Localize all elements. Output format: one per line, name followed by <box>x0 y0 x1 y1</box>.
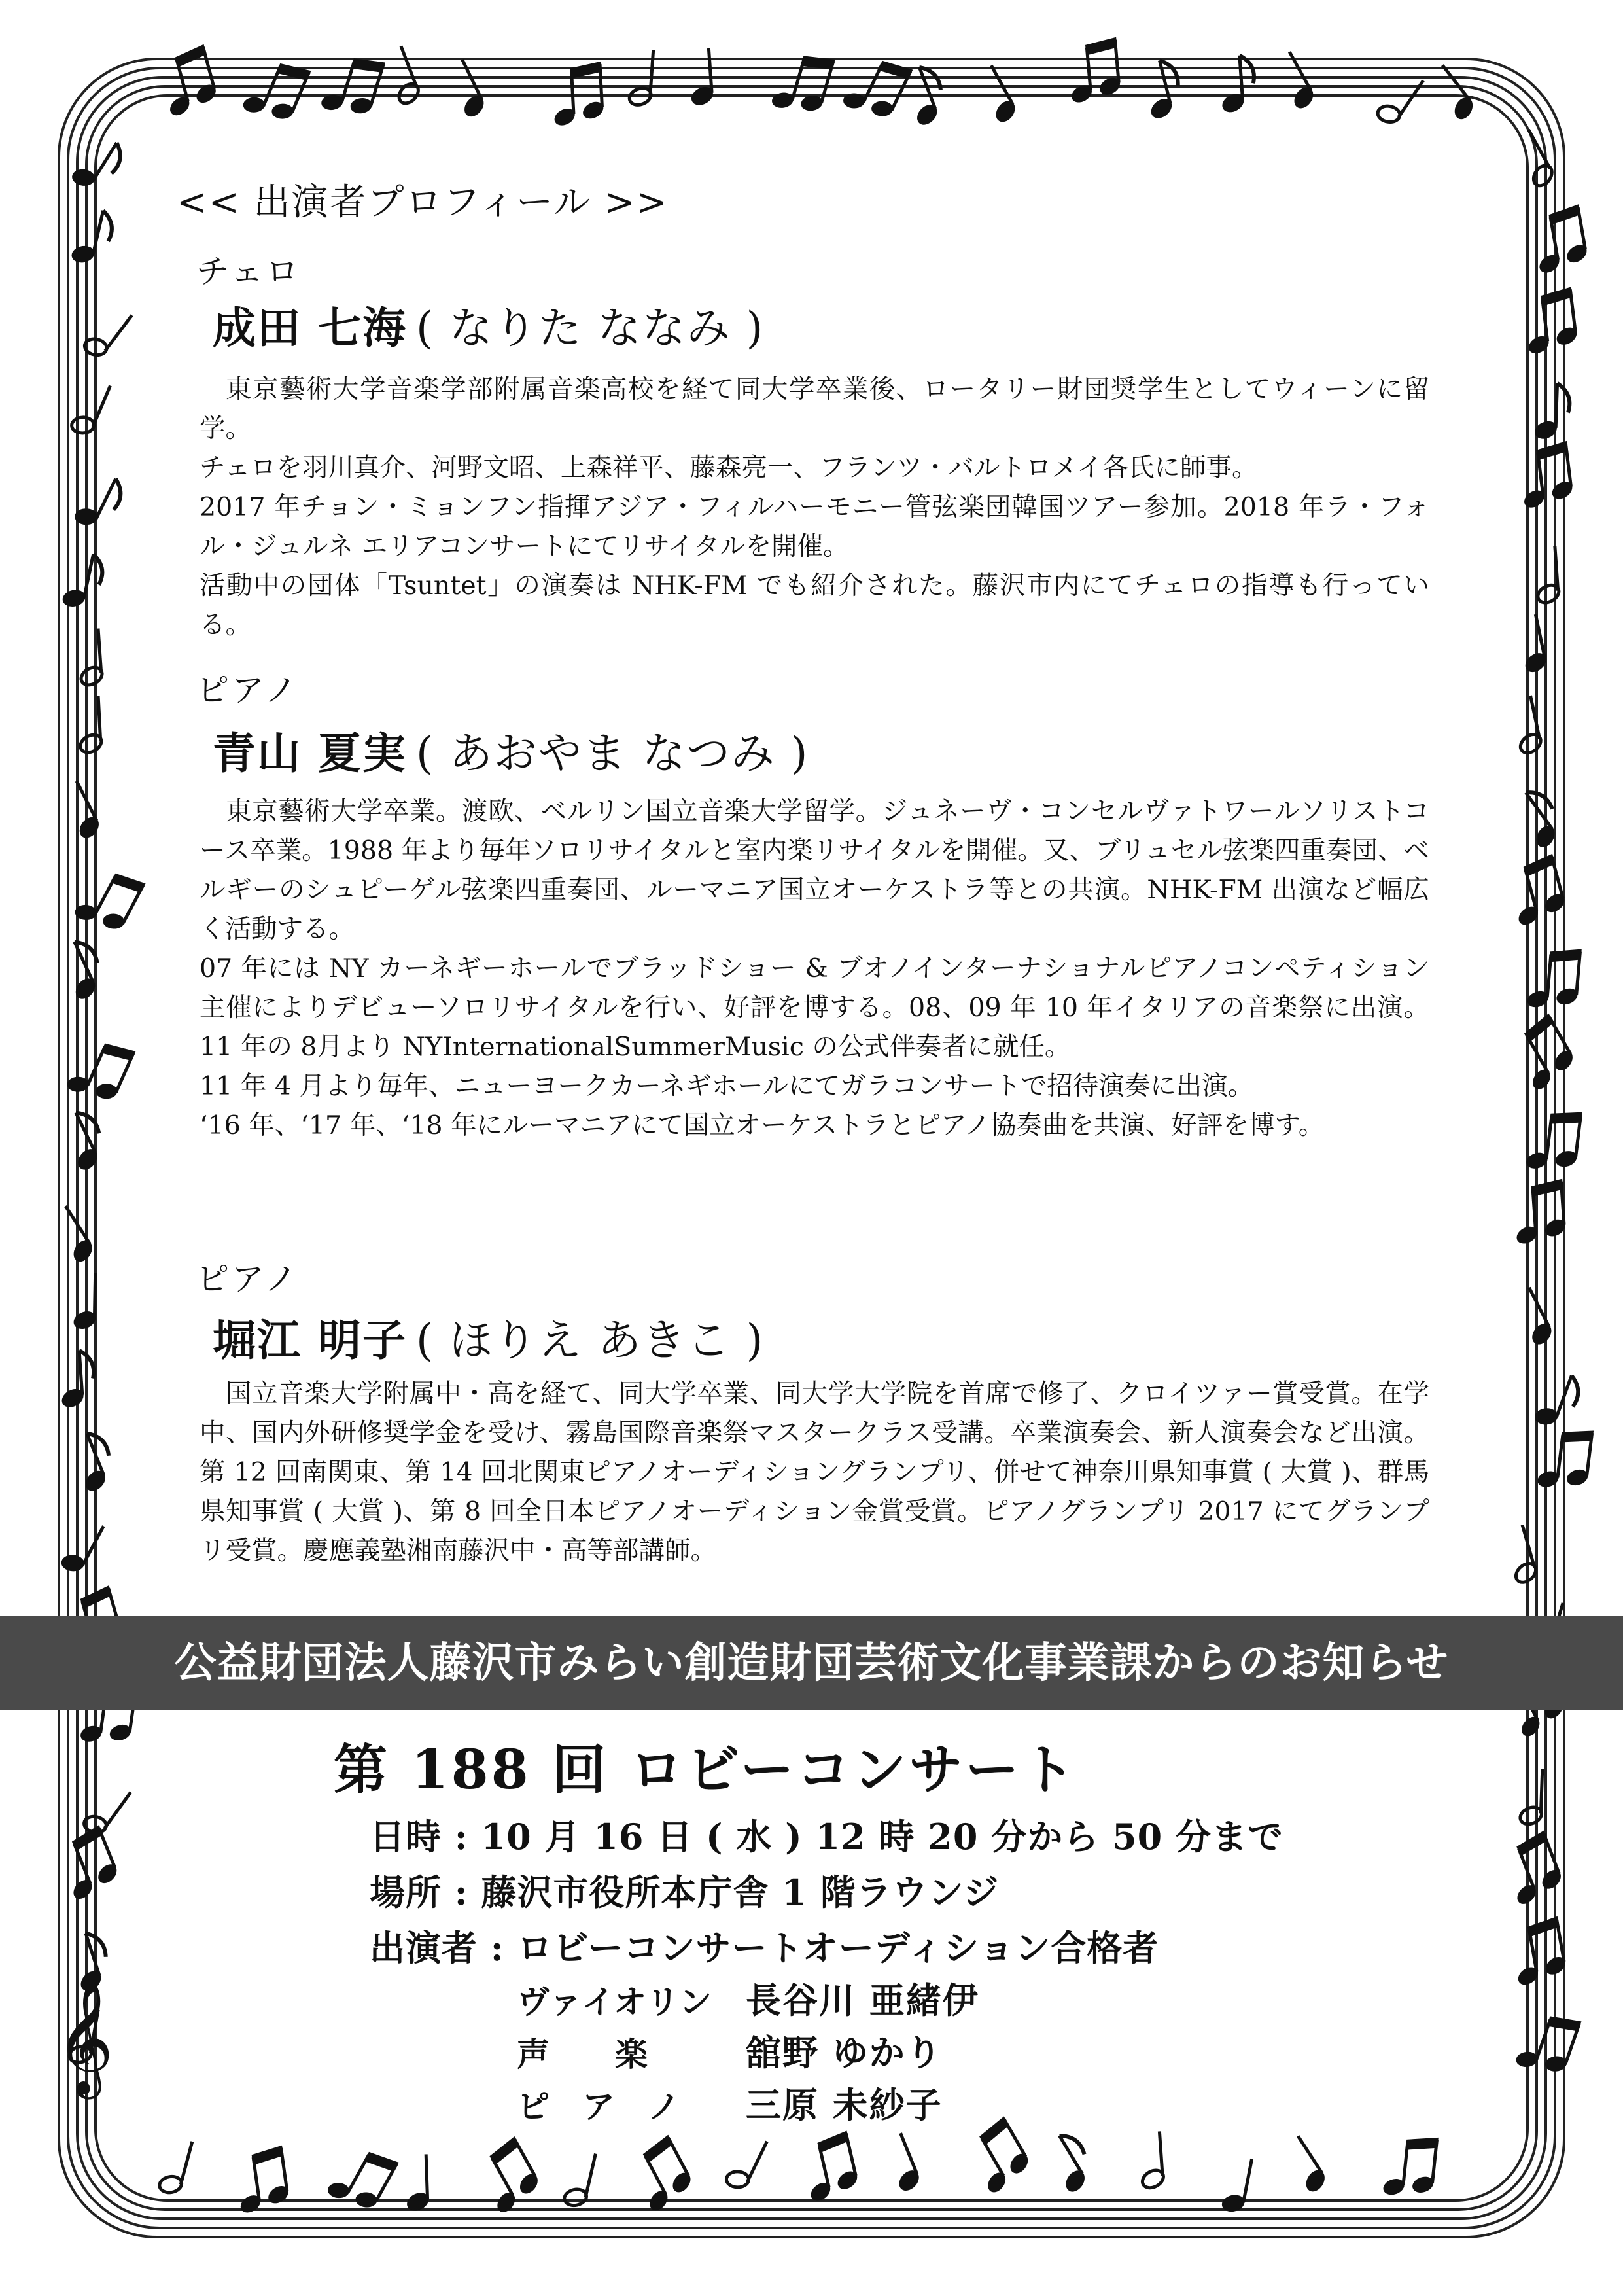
bio-paragraph: チェロを羽川真介、河野文昭、上森祥平、藤森亮一、フランツ・バルトロメイ各氏に師事。 <box>200 453 1258 483</box>
performer-2-name <box>213 718 809 781</box>
lineup-role-violin: ヴァイオリン <box>517 1983 712 2021</box>
music-note-icon <box>796 2130 863 2206</box>
music-note-icon <box>67 205 116 271</box>
treble-clef-icon: 𝄞 <box>56 1981 114 2094</box>
profile-heading: << 出演者プロフィール >> <box>177 181 669 224</box>
performer-2-instrument: ピアノ <box>196 671 300 709</box>
concert-title: 第 188 回 ロビーコンサート <box>334 1739 1078 1801</box>
music-note-icon <box>56 779 106 844</box>
music-note-icon <box>55 1107 113 1176</box>
music-note-icon <box>879 2132 926 2197</box>
performer-3-name <box>213 1305 764 1368</box>
music-note-icon <box>1520 287 1581 357</box>
lineup-name-violin: 長谷川 亜緒伊 <box>746 1979 979 2021</box>
music-note-icon <box>69 859 147 942</box>
bio-paragraph: 2017 年チョン・ミョンフン指揮アジア・フィルハーモニー管弦楽団韓国ツアー参加。2018 年ラ・フォル・ジュルネ エリアコンサートにてリサイタルを開催。 <box>200 492 1429 561</box>
music-note-icon <box>56 1515 107 1580</box>
music-note-icon <box>1507 785 1571 854</box>
music-note-icon <box>75 696 105 756</box>
lineup-name-vocal: 舘野 ゆかり <box>746 2032 943 2074</box>
performer-2-name-text: 青山 夏実 <box>213 728 407 779</box>
music-note-icon <box>767 45 837 122</box>
performer-3-instrument: ピアノ <box>196 1260 300 1298</box>
music-note-icon <box>58 549 106 614</box>
lineup-role-vocal: 声 楽 <box>517 2035 648 2074</box>
music-note-icon <box>1380 2132 1440 2202</box>
music-note-icon <box>231 2145 293 2216</box>
music-note-icon <box>403 2154 432 2214</box>
performer-3-bio <box>200 1374 1429 1570</box>
music-note-icon <box>65 1428 121 1496</box>
concert-datetime: 日時 : 10 月 16 日 ( 水 ) 12 時 20 分から 50 分まで <box>370 1816 1283 1858</box>
bio-paragraph: 07 年には NY カーネギーホールでブラッドショー & ブオノインターナショナルピアノコンペティション主催によりデビューソロリサイタルを行い、好評を博する。08、09 年 10 年イタリアの音楽祭に出演。11 年の 8月より NYInternationalSummerMusic の公式伴奏者に就任。 <box>200 953 1429 1062</box>
bio-paragraph: 東京藝術大学音楽学部附属音楽高校を経て同大学卒業後、ロータリー財団奨学生としてウィーンに留学。 <box>200 374 1429 444</box>
lineup-role-piano: ピ ア ノ <box>517 2087 680 2126</box>
performer-3-name-text: 堀江 明子 <box>213 1315 407 1366</box>
music-note-icon <box>1136 2131 1167 2192</box>
music-note-icon <box>720 2131 770 2196</box>
music-note-icon <box>1504 1012 1583 1095</box>
performer-1-instrument: チェロ <box>196 253 302 291</box>
performer-1-name-text: 成田 七海 <box>213 302 407 353</box>
bio-paragraph: ‘16 年、‘17 年、‘18 年にルーマニアにて国立オーケストラとピアノ協奏曲を共演、好評を博す。 <box>200 1110 1325 1140</box>
music-note-icon <box>54 936 111 1005</box>
performer-2-bio <box>200 792 1429 1145</box>
music-note-icon <box>51 1824 125 1904</box>
music-note-icon <box>154 2136 196 2200</box>
music-note-icon <box>1039 2129 1101 2199</box>
bio-paragraph: 11 年 4 月より毎年、ニューヨークカーネギホールにてガラコンサートで招待演奏に出演。 <box>200 1071 1254 1101</box>
music-note-icon <box>323 2138 401 2220</box>
performer-1-bio <box>200 370 1429 645</box>
bio-paragraph: 活動中の団体「Tsuntet」の演奏は NHK-FM でも紹介された。藤沢市内にてチェロの指導も行っている。 <box>200 571 1429 640</box>
music-note-icon <box>75 628 106 689</box>
music-note-icon <box>154 44 222 120</box>
bio-paragraph: 東京藝術大学卒業。渡欧、ベルリン国立音楽大学留学。ジュネーヴ・コンセルヴァトワールソリストコース卒業。1988 年より毎年ソロリサイタルと室内楽リサイタルを開催。又、ブリュセル弦楽四重奏団、ベルギーのシュピーゲル弦楽四重奏団、ルーマニア国立オーケストラ等との共演。NHK-FM 出演など幅広く活動する。 <box>200 796 1429 944</box>
music-note-icon <box>469 2136 548 2218</box>
music-note-icon <box>1495 1829 1569 1909</box>
music-note-icon <box>1517 1768 1546 1828</box>
concert-performers-label: 出演者 : ロビーコンサートオーディション合格者 <box>370 1927 1159 1969</box>
music-note-icon <box>62 1030 137 1111</box>
concert-venue: 場所 : 藤沢市役所本庁舎 1 階ラウンジ <box>370 1871 1000 1913</box>
music-note-icon <box>66 377 114 442</box>
music-note-icon <box>1510 1178 1569 1246</box>
announcement-banner: 公益財団法人藤沢市みらい創造財団芸術文化事業課からのお知らせ <box>0 1616 1623 1710</box>
performer-1-reading: ( なりた ななみ ) <box>415 303 765 353</box>
performer-3-reading: ( ほりえ あきこ ) <box>415 1315 765 1366</box>
music-note-icon <box>1278 2134 1333 2199</box>
music-note-icon <box>1512 2005 1584 2083</box>
performer-1-name <box>213 293 764 355</box>
music-note-icon <box>959 2115 1038 2199</box>
music-note-icon <box>1218 2155 1255 2217</box>
lineup-name-piano: 三原 未紗子 <box>746 2084 943 2126</box>
music-note-icon <box>1507 1916 1571 1989</box>
bio-paragraph: 国立音楽大学附属中・高を経て、同大学卒業、同大学大学院を首席で修了、クロイツァー賞受賞。在学中、国内外研修奨学金を受け、霧島国際音楽祭マスタークラス受講。卒業演奏会、新人演奏会など出演。第 12 回南関東、第 14 回北関東ピアノオーディショングランプリ、併せて神奈川県知事賞 ( 大賞 )、群馬県知事賞 ( 大賞 )、第 8 回全日本ピアノオーディション金賞受賞。ピアノグランプリ 2017 にてグランプリ受賞。慶應義塾湘南藤沢中・高等部講師。 <box>200 1379 1429 1566</box>
music-note-icon <box>622 2134 700 2216</box>
music-note-icon <box>46 1204 100 1268</box>
performer-2-reading: ( あおやま なつみ ) <box>415 728 809 779</box>
music-note-icon <box>560 2149 599 2212</box>
music-note-icon <box>238 50 313 131</box>
music-note-icon <box>1509 1286 1559 1351</box>
